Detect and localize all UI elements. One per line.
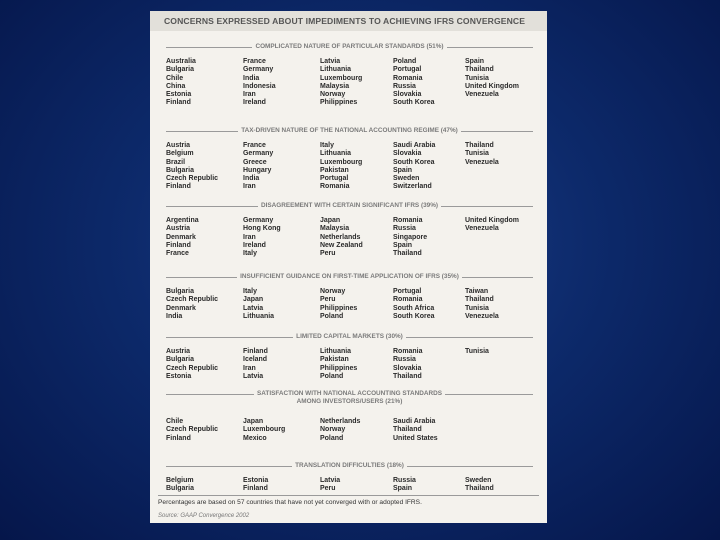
country-name: Chile bbox=[166, 72, 184, 82]
footnote: Percentages are based on 57 countries that have not yet converged with or adopted IFRS. bbox=[158, 499, 422, 506]
country-column bbox=[393, 141, 439, 191]
section-heading bbox=[166, 390, 533, 398]
country-name: Denmark bbox=[166, 231, 196, 241]
country-name: Peru bbox=[320, 483, 336, 493]
country-column bbox=[166, 476, 196, 493]
country-name: Philippines bbox=[320, 97, 358, 107]
country-name: Japan bbox=[320, 215, 341, 224]
country-column bbox=[166, 57, 199, 107]
country-name: Pakistan bbox=[320, 164, 349, 174]
country-name: Romania bbox=[393, 294, 423, 304]
country-column bbox=[166, 417, 223, 442]
country-name: Luxembourg bbox=[320, 72, 363, 82]
country-name: Spain bbox=[393, 164, 413, 174]
section-6 bbox=[166, 390, 533, 469]
country-name: Thailand bbox=[465, 140, 494, 149]
country-column bbox=[320, 417, 364, 442]
country-column bbox=[320, 141, 366, 191]
country-name: Australia bbox=[166, 56, 196, 65]
country-name: Slovakia bbox=[393, 362, 422, 372]
country-name: Latvia bbox=[320, 56, 341, 65]
country-columns bbox=[166, 287, 533, 339]
country-name: Argentina bbox=[166, 215, 199, 224]
section-heading bbox=[166, 43, 533, 51]
country-name: Tunisia bbox=[465, 346, 489, 355]
country-name: Austria bbox=[166, 140, 191, 149]
country-name: Thailand bbox=[465, 483, 494, 493]
country-name: United Kingdom bbox=[465, 215, 519, 224]
country-name: South Korea bbox=[393, 156, 435, 166]
country-name: Indonesia bbox=[243, 80, 276, 90]
country-name: Iran bbox=[243, 89, 256, 99]
page-title: CONCERNS EXPRESSED ABOUT IMPEDIMENTS TO ACHIEVING IFRS CONVERGENCE bbox=[150, 11, 547, 31]
country-name: Thailand bbox=[393, 370, 422, 380]
country-name: Finland bbox=[243, 483, 268, 493]
country-name: India bbox=[166, 310, 183, 320]
country-name: Italy bbox=[243, 248, 257, 258]
section-heading-label: LIMITED CAPITAL MARKETS (30%) bbox=[293, 333, 406, 341]
country-name: Estonia bbox=[243, 475, 269, 484]
country-name: Portugal bbox=[393, 286, 422, 295]
country-name: Philippines bbox=[320, 362, 358, 372]
country-column bbox=[465, 141, 502, 166]
country-column bbox=[166, 141, 223, 191]
country-name: Bulgaria bbox=[166, 483, 194, 493]
country-name: Tunisia bbox=[465, 302, 489, 312]
country-name: Norway bbox=[320, 286, 346, 295]
country-column bbox=[166, 287, 223, 320]
country-name: Russia bbox=[393, 223, 416, 233]
source-note: Source: GAAP Convergence 2002 bbox=[158, 513, 250, 519]
country-name: Norway bbox=[320, 89, 346, 99]
section-heading-label: COMPLICATED NATURE OF PARTICULAR STANDARDS (51%) bbox=[252, 43, 446, 51]
country-name: Poland bbox=[393, 56, 417, 65]
country-name: Norway bbox=[320, 424, 346, 434]
country-column bbox=[465, 287, 502, 320]
country-name: Thailand bbox=[393, 424, 422, 434]
country-name: Thailand bbox=[465, 64, 494, 74]
country-column bbox=[320, 216, 366, 257]
country-name: Portugal bbox=[393, 64, 422, 74]
country-name: Tunisia bbox=[465, 72, 489, 82]
country-column bbox=[465, 57, 524, 98]
country-column bbox=[393, 57, 438, 107]
country-column bbox=[465, 347, 491, 355]
country-name: Finland bbox=[166, 432, 191, 442]
section-heading bbox=[166, 462, 533, 470]
country-name: Iceland bbox=[243, 354, 268, 364]
country-column bbox=[243, 141, 276, 191]
section-heading-label: TRANSLATION DIFFICULTIES (18%) bbox=[292, 462, 407, 470]
country-name: Mexico bbox=[243, 432, 267, 442]
country-name: Singapore bbox=[393, 231, 428, 241]
country-name: Finland bbox=[166, 181, 191, 191]
country-column bbox=[243, 287, 277, 320]
country-name: Peru bbox=[320, 248, 336, 258]
country-name: China bbox=[166, 80, 186, 90]
country-name: Estonia bbox=[166, 89, 192, 99]
country-name: Finland bbox=[166, 239, 191, 249]
country-name: Slovakia bbox=[393, 148, 422, 158]
country-name: Greece bbox=[243, 156, 267, 166]
country-name: Peru bbox=[320, 294, 336, 304]
country-name: Germany bbox=[243, 64, 274, 74]
country-name: Iran bbox=[243, 362, 256, 372]
country-name: Philippines bbox=[320, 302, 358, 312]
country-name: Finland bbox=[243, 346, 268, 355]
section-heading-line2: AMONG INVESTORS/USERS (21%) bbox=[296, 398, 403, 405]
country-name: Romania bbox=[393, 72, 423, 82]
country-name: France bbox=[166, 248, 189, 258]
country-name: Belgium bbox=[166, 148, 194, 158]
country-name: Chile bbox=[166, 416, 184, 425]
country-name: Bulgaria bbox=[166, 164, 194, 174]
country-name: Sweden bbox=[465, 475, 492, 484]
document-page bbox=[150, 11, 547, 523]
country-name: Belgium bbox=[166, 475, 194, 484]
country-name: Pakistan bbox=[320, 354, 349, 364]
country-name: Russia bbox=[393, 354, 416, 364]
country-name: Netherlands bbox=[320, 231, 361, 241]
country-name: Denmark bbox=[166, 302, 196, 312]
country-name: South Korea bbox=[393, 310, 435, 320]
country-column bbox=[320, 287, 361, 320]
country-name: Tunisia bbox=[465, 148, 489, 158]
country-column bbox=[320, 57, 366, 107]
country-name: Venezuela bbox=[465, 156, 499, 166]
country-name: Italy bbox=[243, 286, 257, 295]
country-name: South Korea bbox=[393, 97, 435, 107]
country-name: Ireland bbox=[243, 97, 266, 107]
country-name: Lithuania bbox=[320, 64, 352, 74]
country-name: Luxembourg bbox=[243, 424, 286, 434]
country-column bbox=[166, 216, 201, 257]
divider bbox=[158, 495, 539, 496]
country-name: Venezuela bbox=[465, 223, 499, 233]
country-name: Russia bbox=[393, 475, 416, 484]
country-column bbox=[393, 287, 438, 320]
country-column bbox=[320, 347, 361, 380]
country-name: Czech Republic bbox=[166, 424, 219, 434]
country-name: Poland bbox=[320, 432, 344, 442]
country-name: India bbox=[243, 72, 260, 82]
section-heading-label: DISAGREEMENT WITH CERTAIN SIGNIFICANT IFRS (39%) bbox=[258, 202, 441, 210]
country-name: Spain bbox=[393, 239, 413, 249]
country-name: Lithuania bbox=[320, 346, 352, 355]
country-name: Iran bbox=[243, 231, 256, 241]
country-name: Saudi Arabia bbox=[393, 416, 436, 425]
country-column bbox=[465, 476, 496, 493]
country-name: Spain bbox=[393, 483, 413, 493]
country-name: Romania bbox=[320, 181, 350, 191]
country-name: Russia bbox=[393, 80, 416, 90]
country-name: Austria bbox=[166, 223, 191, 233]
country-name: Lithuania bbox=[243, 310, 275, 320]
country-name: Poland bbox=[320, 310, 344, 320]
country-name: Estonia bbox=[166, 370, 192, 380]
country-name: United Kingdom bbox=[465, 80, 519, 90]
country-column bbox=[243, 417, 289, 442]
country-name: Finland bbox=[166, 97, 191, 107]
country-column bbox=[243, 476, 270, 493]
country-name: Latvia bbox=[243, 302, 264, 312]
country-name: Hong Kong bbox=[243, 223, 281, 233]
country-column bbox=[166, 347, 223, 380]
country-name: Bulgaria bbox=[166, 64, 194, 74]
country-name: Austria bbox=[166, 346, 191, 355]
country-name: Slovakia bbox=[393, 89, 422, 99]
country-name: Ireland bbox=[243, 239, 266, 249]
country-column bbox=[393, 216, 430, 257]
country-name: Luxembourg bbox=[320, 156, 363, 166]
country-name: Malaysia bbox=[320, 223, 350, 233]
country-name: Germany bbox=[243, 215, 274, 224]
country-column bbox=[243, 347, 270, 380]
country-name: Saudi Arabia bbox=[393, 140, 436, 149]
country-name: Latvia bbox=[243, 370, 264, 380]
section-heading-label: INSUFFICIENT GUIDANCE ON FIRST-TIME APPLICATION OF IFRS (35%) bbox=[237, 273, 462, 281]
country-column bbox=[393, 417, 442, 442]
country-name: Netherlands bbox=[320, 416, 361, 425]
country-name: New Zealand bbox=[320, 239, 363, 249]
section-heading-label: TAX-DRIVEN NATURE OF THE NATIONAL ACCOUNTING REGIME (47%) bbox=[238, 127, 461, 135]
country-name: South Africa bbox=[393, 302, 435, 312]
section-heading-label: SATISFACTION WITH NATIONAL ACCOUNTING STANDARDS bbox=[254, 390, 445, 398]
country-name: Czech Republic bbox=[166, 173, 219, 183]
country-columns bbox=[166, 141, 533, 193]
section-heading bbox=[166, 202, 533, 210]
country-name: Bulgaria bbox=[166, 286, 194, 295]
country-name: Brazil bbox=[166, 156, 186, 166]
country-columns bbox=[166, 57, 533, 109]
country-name: Italy bbox=[320, 140, 334, 149]
country-name: Japan bbox=[243, 416, 264, 425]
country-column bbox=[243, 216, 284, 257]
section-2 bbox=[166, 127, 533, 193]
country-column bbox=[393, 476, 418, 493]
country-name: Germany bbox=[243, 148, 274, 158]
country-columns bbox=[166, 216, 533, 268]
country-name: Poland bbox=[320, 370, 344, 380]
country-name: Taiwan bbox=[465, 286, 489, 295]
country-name: India bbox=[243, 173, 260, 183]
country-name: United States bbox=[393, 432, 438, 442]
section-1 bbox=[166, 43, 533, 109]
country-name: France bbox=[243, 140, 266, 149]
country-name: Thailand bbox=[393, 248, 422, 258]
country-column bbox=[465, 216, 524, 233]
country-column bbox=[320, 476, 342, 493]
country-name: Latvia bbox=[320, 475, 341, 484]
country-name: Sweden bbox=[393, 173, 420, 183]
country-name: Malaysia bbox=[320, 80, 350, 90]
country-name: Czech Republic bbox=[166, 294, 219, 304]
section-3 bbox=[166, 202, 533, 268]
country-name: Venezuela bbox=[465, 310, 499, 320]
country-name: Spain bbox=[465, 56, 485, 65]
country-name: Hungary bbox=[243, 164, 272, 174]
section-heading bbox=[166, 127, 533, 135]
country-name: Romania bbox=[393, 215, 423, 224]
section-heading bbox=[166, 333, 533, 341]
country-name: Romania bbox=[393, 346, 423, 355]
country-name: Iran bbox=[243, 181, 256, 191]
country-name: Portugal bbox=[320, 173, 349, 183]
country-name: France bbox=[243, 56, 266, 65]
country-name: Bulgaria bbox=[166, 354, 194, 364]
country-name: Thailand bbox=[465, 294, 494, 304]
country-name: Lithuania bbox=[320, 148, 352, 158]
country-name: Japan bbox=[243, 294, 264, 304]
country-name: Czech Republic bbox=[166, 362, 219, 372]
section-4 bbox=[166, 273, 533, 339]
section-heading bbox=[166, 273, 533, 281]
country-name: Switzerland bbox=[393, 181, 432, 191]
country-column bbox=[243, 57, 278, 107]
country-column bbox=[393, 347, 425, 380]
country-name: Venezuela bbox=[465, 89, 499, 99]
